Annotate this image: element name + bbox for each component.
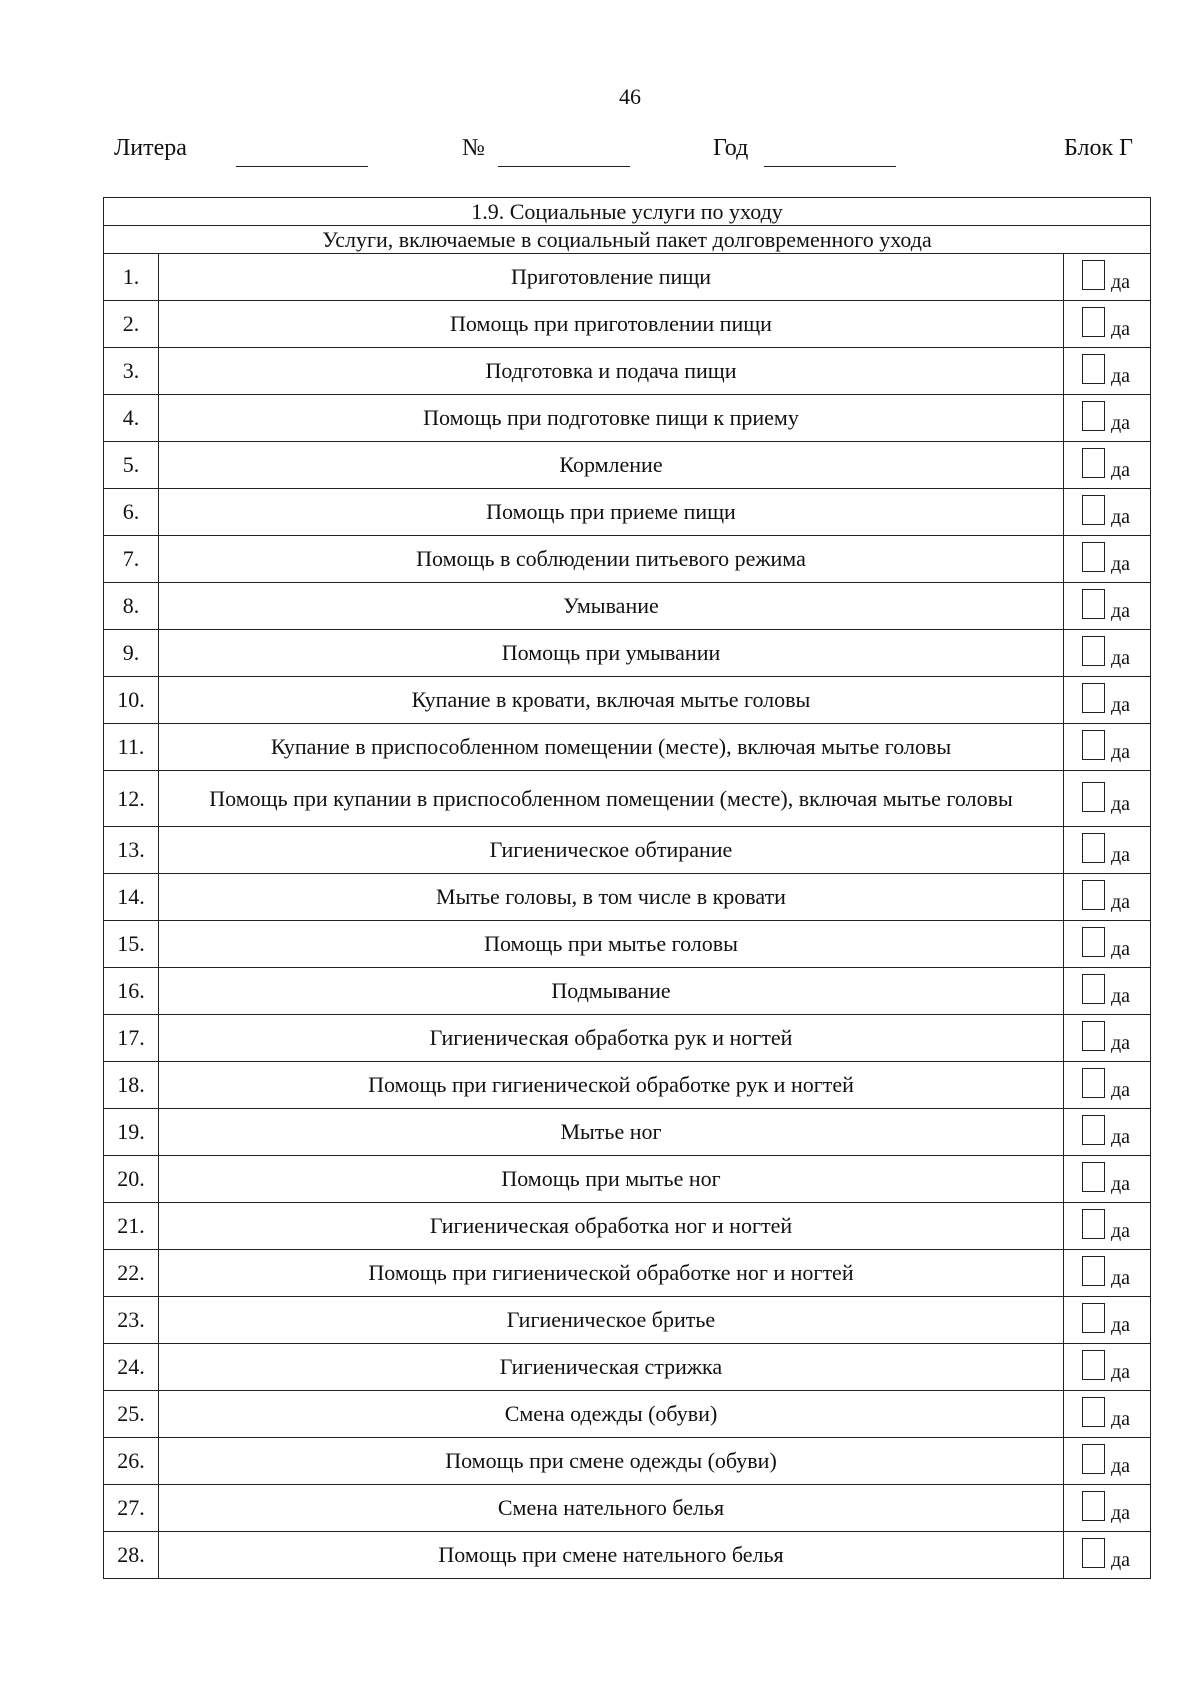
- table-row: [104, 1297, 1151, 1344]
- row-number: 7.: [104, 536, 159, 583]
- checkbox-label: да: [1111, 1314, 1131, 1336]
- services-table: [103, 197, 1151, 1579]
- row-number: 14.: [104, 874, 159, 921]
- checkbox[interactable]: [1082, 730, 1105, 760]
- row-number: 27.: [104, 1485, 159, 1532]
- subtitle-row: [104, 226, 1151, 254]
- service-name: Купание в приспособленном помещении (месте), включая мытье головы: [159, 724, 1064, 771]
- service-name: Помощь при купании в приспособленном помещении (месте), включая мытье головы: [159, 771, 1064, 827]
- yes-checkbox-cell[interactable]: [1064, 348, 1151, 395]
- row-number: 25.: [104, 1391, 159, 1438]
- service-name: Гигиеническое обтирание: [159, 827, 1064, 874]
- checkbox-label: да: [1111, 792, 1131, 815]
- checkbox-label: да: [1111, 1220, 1131, 1242]
- checkbox[interactable]: [1082, 1162, 1105, 1192]
- yes-checkbox-cell[interactable]: [1064, 1485, 1151, 1532]
- yes-checkbox-cell[interactable]: [1064, 583, 1151, 630]
- row-number: 22.: [104, 1250, 159, 1297]
- section-title: 1.9. Социальные услуги по уходу: [104, 198, 1151, 226]
- row-number: 15.: [104, 921, 159, 968]
- block-label: Блок Г: [1064, 135, 1133, 161]
- checkbox[interactable]: [1082, 1397, 1105, 1427]
- row-number: 23.: [104, 1297, 159, 1344]
- service-name: Кормление: [159, 442, 1064, 489]
- row-number: 2.: [104, 301, 159, 348]
- yes-checkbox-cell[interactable]: [1064, 874, 1151, 921]
- checkbox-label: да: [1111, 1502, 1131, 1524]
- table-row: [104, 874, 1151, 921]
- service-name: Помощь при приеме пищи: [159, 489, 1064, 536]
- yes-checkbox-cell[interactable]: [1064, 395, 1151, 442]
- service-name: Мытье головы, в том числе в кровати: [159, 874, 1064, 921]
- table-row: [104, 1203, 1151, 1250]
- service-name: Подмывание: [159, 968, 1064, 1015]
- checkbox[interactable]: [1082, 974, 1105, 1004]
- checkbox-label: да: [1111, 271, 1131, 293]
- row-number: 9.: [104, 630, 159, 677]
- checkbox[interactable]: [1082, 1256, 1105, 1286]
- checkbox-label: да: [1111, 1455, 1131, 1477]
- checkbox[interactable]: [1082, 260, 1105, 290]
- checkbox-label: да: [1111, 1126, 1131, 1148]
- row-number: 24.: [104, 1344, 159, 1391]
- table-row: [104, 1532, 1151, 1579]
- row-number: 26.: [104, 1438, 159, 1485]
- table-row: [104, 583, 1151, 630]
- service-name: Помощь при мытье ног: [159, 1156, 1064, 1203]
- checkbox-label: да: [1111, 1361, 1131, 1383]
- checkbox[interactable]: [1082, 1444, 1105, 1474]
- form-header: [0, 135, 1200, 175]
- service-name: Помощь при умывании: [159, 630, 1064, 677]
- checkbox[interactable]: [1082, 542, 1105, 572]
- checkbox[interactable]: [1082, 683, 1105, 713]
- table-row: [104, 968, 1151, 1015]
- yes-checkbox-cell[interactable]: [1064, 1250, 1151, 1297]
- checkbox-label: да: [1111, 1173, 1131, 1195]
- service-name: Гигиеническое бритье: [159, 1297, 1064, 1344]
- row-number: 10.: [104, 677, 159, 724]
- row-number: 18.: [104, 1062, 159, 1109]
- row-number: 20.: [104, 1156, 159, 1203]
- yes-checkbox-cell[interactable]: [1064, 827, 1151, 874]
- table-row: [104, 1438, 1151, 1485]
- checkbox-label: да: [1111, 694, 1131, 716]
- table-row: [104, 1156, 1151, 1203]
- table-row: [104, 489, 1151, 536]
- row-number: 28.: [104, 1532, 159, 1579]
- yes-checkbox-cell[interactable]: [1064, 442, 1151, 489]
- table-row: [104, 1062, 1151, 1109]
- yes-checkbox-cell[interactable]: [1064, 254, 1151, 301]
- checkbox-label: да: [1111, 1032, 1131, 1054]
- row-number: 19.: [104, 1109, 159, 1156]
- service-name: Помощь в соблюдении питьевого режима: [159, 536, 1064, 583]
- section-subtitle: Услуги, включаемые в социальный пакет долговременного ухода: [104, 226, 1151, 254]
- year-label: Год: [713, 135, 749, 161]
- table-row: [104, 301, 1151, 348]
- checkbox[interactable]: [1082, 782, 1105, 812]
- row-number: 5.: [104, 442, 159, 489]
- checkbox-label: да: [1111, 741, 1131, 763]
- checkbox-label: да: [1111, 506, 1131, 528]
- table-row: [104, 1015, 1151, 1062]
- row-number: 16.: [104, 968, 159, 1015]
- checkbox-label: да: [1111, 1408, 1131, 1430]
- service-name: Мытье ног: [159, 1109, 1064, 1156]
- service-name: Купание в кровати, включая мытье головы: [159, 677, 1064, 724]
- table-row: [104, 254, 1151, 301]
- checkbox[interactable]: [1082, 927, 1105, 957]
- year-field[interactable]: [764, 166, 896, 167]
- service-name: Помощь при мытье головы: [159, 921, 1064, 968]
- yes-checkbox-cell[interactable]: [1064, 1156, 1151, 1203]
- table-row: [104, 630, 1151, 677]
- checkbox[interactable]: [1082, 354, 1105, 384]
- service-name: Смена одежды (обуви): [159, 1391, 1064, 1438]
- service-name: Гигиеническая стрижка: [159, 1344, 1064, 1391]
- checkbox-label: да: [1111, 412, 1131, 434]
- table-row: [104, 771, 1151, 827]
- checkbox[interactable]: [1082, 636, 1105, 666]
- checkbox[interactable]: [1082, 1021, 1105, 1051]
- yes-checkbox-cell[interactable]: [1064, 1062, 1151, 1109]
- checkbox-label: да: [1111, 985, 1131, 1007]
- service-name: Подготовка и подача пищи: [159, 348, 1064, 395]
- checkbox-label: да: [1111, 459, 1131, 481]
- checkbox-label: да: [1111, 365, 1131, 387]
- service-name: Умывание: [159, 583, 1064, 630]
- checkbox-label: да: [1111, 1549, 1131, 1571]
- checkbox-label: да: [1111, 318, 1131, 340]
- checkbox[interactable]: [1082, 1303, 1105, 1333]
- service-name: Помощь при гигиенической обработке рук и ногтей: [159, 1062, 1064, 1109]
- checkbox-label: да: [1111, 1267, 1131, 1289]
- row-number: 13.: [104, 827, 159, 874]
- table-row: [104, 1250, 1151, 1297]
- service-name: Смена нательного белья: [159, 1485, 1064, 1532]
- checkbox[interactable]: [1082, 1538, 1105, 1568]
- checkbox[interactable]: [1082, 1209, 1105, 1239]
- checkbox[interactable]: [1082, 307, 1105, 337]
- row-number: 1.: [104, 254, 159, 301]
- checkbox-label: да: [1111, 1079, 1131, 1101]
- yes-checkbox-cell[interactable]: [1064, 1532, 1151, 1579]
- service-name: Помощь при подготовке пищи к приему: [159, 395, 1064, 442]
- number-field[interactable]: [498, 166, 630, 167]
- service-name: Приготовление пищи: [159, 254, 1064, 301]
- yes-checkbox-cell[interactable]: [1064, 1438, 1151, 1485]
- table-row: [104, 921, 1151, 968]
- yes-checkbox-cell[interactable]: [1064, 1015, 1151, 1062]
- row-number: 3.: [104, 348, 159, 395]
- yes-checkbox-cell[interactable]: [1064, 677, 1151, 724]
- number-label: №: [462, 135, 485, 161]
- service-name: Помощь при смене нательного белья: [159, 1532, 1064, 1579]
- table-row: [104, 395, 1151, 442]
- yes-checkbox-cell[interactable]: [1064, 1203, 1151, 1250]
- row-number: 8.: [104, 583, 159, 630]
- checkbox-label: да: [1111, 844, 1131, 866]
- checkbox[interactable]: [1082, 1350, 1105, 1380]
- checkbox-label: да: [1111, 600, 1131, 622]
- checkbox[interactable]: [1082, 1491, 1105, 1521]
- section-title-row: [104, 198, 1151, 226]
- checkbox-label: да: [1111, 647, 1131, 669]
- row-number: 17.: [104, 1015, 159, 1062]
- service-name: Помощь при гигиенической обработке ног и ногтей: [159, 1250, 1064, 1297]
- row-number: 4.: [104, 395, 159, 442]
- page-number: 46: [619, 84, 641, 109]
- row-number: 12.: [104, 771, 159, 827]
- litera-label: Литера: [114, 135, 187, 161]
- yes-checkbox-cell[interactable]: [1064, 536, 1151, 583]
- yes-checkbox-cell[interactable]: [1064, 921, 1151, 968]
- yes-checkbox-cell[interactable]: [1064, 1109, 1151, 1156]
- checkbox[interactable]: [1082, 833, 1105, 863]
- table-row: [104, 1485, 1151, 1532]
- yes-checkbox-cell[interactable]: [1064, 1297, 1151, 1344]
- table-row: [104, 442, 1151, 489]
- table-row: [104, 1344, 1151, 1391]
- checkbox[interactable]: [1082, 495, 1105, 525]
- yes-checkbox-cell[interactable]: [1064, 301, 1151, 348]
- table-row: [104, 677, 1151, 724]
- yes-checkbox-cell[interactable]: [1064, 968, 1151, 1015]
- yes-checkbox-cell[interactable]: [1064, 1344, 1151, 1391]
- checkbox[interactable]: [1082, 1068, 1105, 1098]
- checkbox-label: да: [1111, 891, 1131, 913]
- service-name: Помощь при смене одежды (обуви): [159, 1438, 1064, 1485]
- row-number: 11.: [104, 724, 159, 771]
- yes-checkbox-cell[interactable]: [1064, 724, 1151, 771]
- table-row: [104, 1109, 1151, 1156]
- table-row: [104, 724, 1151, 771]
- table-row: [104, 827, 1151, 874]
- checkbox[interactable]: [1082, 448, 1105, 478]
- checkbox-label: да: [1111, 553, 1131, 575]
- yes-checkbox-cell[interactable]: [1064, 489, 1151, 536]
- row-number: 6.: [104, 489, 159, 536]
- table-row: [104, 1391, 1151, 1438]
- yes-checkbox-cell[interactable]: [1064, 1391, 1151, 1438]
- checkbox[interactable]: [1082, 589, 1105, 619]
- table-row: [104, 348, 1151, 395]
- service-name: Гигиеническая обработка ног и ногтей: [159, 1203, 1064, 1250]
- service-name: Помощь при приготовлении пищи: [159, 301, 1064, 348]
- checkbox[interactable]: [1082, 401, 1105, 431]
- table-row: [104, 536, 1151, 583]
- checkbox[interactable]: [1082, 1115, 1105, 1145]
- checkbox[interactable]: [1082, 880, 1105, 910]
- row-number: 21.: [104, 1203, 159, 1250]
- checkbox-label: да: [1111, 938, 1131, 960]
- service-name: Гигиеническая обработка рук и ногтей: [159, 1015, 1064, 1062]
- yes-checkbox-cell[interactable]: [1064, 771, 1151, 827]
- litera-field[interactable]: [236, 166, 368, 167]
- yes-checkbox-cell[interactable]: [1064, 630, 1151, 677]
